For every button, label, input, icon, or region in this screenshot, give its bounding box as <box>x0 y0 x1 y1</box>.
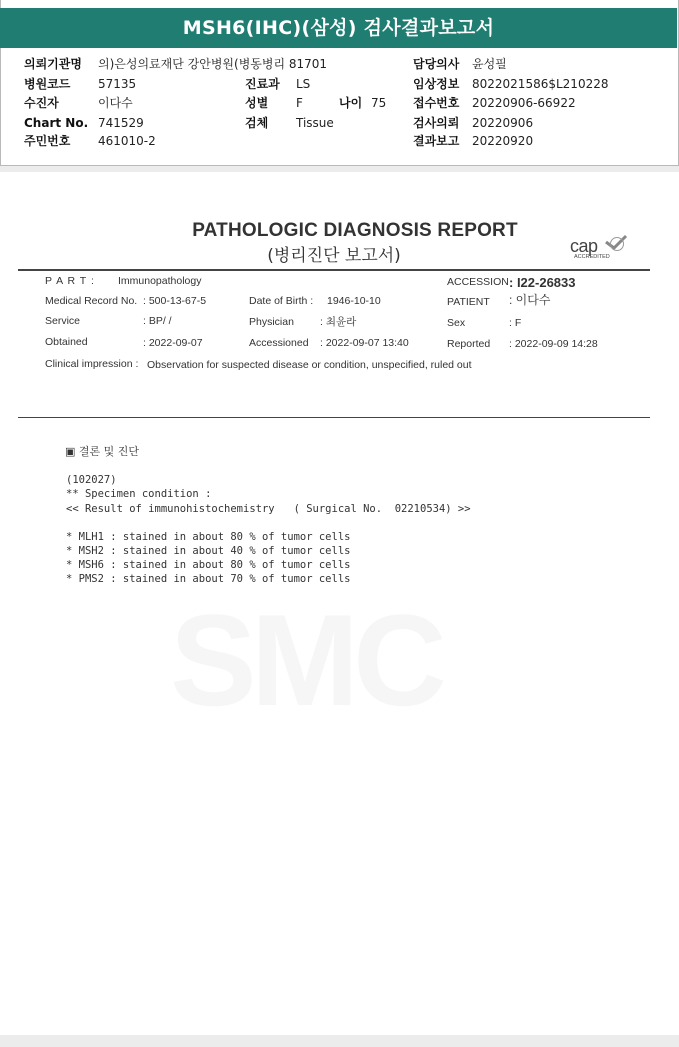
header-value-5-4: 20220920 <box>472 134 534 148</box>
cap-logo-subtext: ACCREDITED <box>574 254 610 260</box>
dob-value: 1946-10-10 <box>327 295 381 307</box>
patient-label: PATIENT <box>447 296 490 308</box>
body-line: << Result of immunohistochemistry ( Surgical No. 02210534) >> <box>66 503 471 515</box>
accessioned-value: : 2022-09-07 13:40 <box>320 337 409 349</box>
header-value-2-2: LS <box>296 77 311 91</box>
header-label-3-1: 수진자 <box>24 96 59 110</box>
obtained-value: : 2022-09-07 <box>143 337 203 349</box>
reported-value: : 2022-09-09 14:28 <box>509 338 598 350</box>
header-label-2-1: 병원코드 <box>24 77 71 91</box>
header-value-2-4: 8022021586$L210228 <box>472 77 609 91</box>
report-header-title: MSH6(IHC)(삼성) 검사결과보고서 <box>0 8 677 48</box>
header-label-5-4: 결과보고 <box>413 134 460 148</box>
ihc-result-line: * MLH1 : stained in about 80 % of tumor cells <box>66 531 351 543</box>
header-label-2-4: 임상정보 <box>413 77 460 91</box>
ihc-result-line: * MSH2 : stained in about 40 % of tumor cells <box>66 545 351 557</box>
part-value: Immunopathology <box>118 275 202 287</box>
header-value-1-1: 의)은성의료재단 강안병원(병동병리 81701 <box>98 57 328 71</box>
medical-record-label: Medical Record No. <box>45 295 138 307</box>
accession-value: : I22-26833 <box>509 275 576 290</box>
part-label: P A R T : <box>45 275 95 287</box>
header-label-5-1: 주민번호 <box>24 134 71 148</box>
header-label-4-1: Chart No. <box>24 116 89 130</box>
header-value-3-2: F <box>296 96 303 110</box>
report-top-rule <box>18 269 650 271</box>
physician-value: : 최윤라 <box>320 316 357 328</box>
clinical-impression-value: Observation for suspected disease or condition, unspecified, ruled out <box>147 359 472 371</box>
accession-label: ACCESSION <box>447 276 509 288</box>
report-subtitle: (병리진단 보고서) <box>267 246 401 266</box>
cap-logo-text: cap <box>570 236 598 256</box>
header-label-3-2: 성별 <box>245 96 269 110</box>
obtained-label: Obtained <box>45 336 88 348</box>
report-bottom-rule <box>18 417 650 418</box>
watermark-image: SMC <box>170 587 441 733</box>
header-label-4-4: 검사의뢰 <box>413 116 460 130</box>
header-label-1-1: 의뢰기관명 <box>24 57 82 71</box>
header-value-4-1: 741529 <box>98 116 144 130</box>
header-label-2-2: 진료과 <box>245 77 280 91</box>
header-label-3-3: 나이 <box>339 96 363 110</box>
accessioned-label: Accessioned <box>249 337 309 349</box>
bottom-band <box>0 1035 679 1047</box>
physician-label: Physician <box>249 316 294 328</box>
header-label-4-2: 검체 <box>245 116 269 130</box>
header-value-2-1: 57135 <box>98 77 137 91</box>
header-label-1-4: 담당의사 <box>413 57 460 71</box>
service-value: : BP/ / <box>143 315 172 327</box>
medical-record-value: : 500-13-67-5 <box>143 295 207 307</box>
header-value-4-4: 20220906 <box>472 116 534 130</box>
report-title: PATHOLOGIC DIAGNOSIS REPORT <box>192 220 518 241</box>
header-value-1-4: 윤성필 <box>472 57 507 71</box>
reported-label: Reported <box>447 338 491 350</box>
header-value-3-4: 20220906-66922 <box>472 96 576 110</box>
header-value-5-1: 461010-2 <box>98 134 156 148</box>
body-line: (102027) <box>66 474 117 486</box>
body-line: ** Specimen condition : <box>66 488 212 500</box>
section-title: ▣ 결론 및 진단 <box>65 445 140 458</box>
ihc-result-line: * MSH6 : stained in about 80 % of tumor cells <box>66 559 351 571</box>
service-label: Service <box>45 315 81 327</box>
dob-label: Date of Birth : <box>249 295 314 307</box>
clinical-impression-label: Clinical impression : <box>45 358 139 370</box>
header-value-4-2: Tissue <box>296 116 334 130</box>
sex-label: Sex <box>447 317 466 329</box>
sex-value: : F <box>509 317 522 329</box>
header-value-3-3: 75 <box>371 96 387 110</box>
header-label-3-4: 접수번호 <box>413 96 460 110</box>
divider-band <box>0 166 679 172</box>
ihc-result-line: * PMS2 : stained in about 70 % of tumor cells <box>66 573 351 585</box>
patient-value: : 이다수 <box>509 293 551 307</box>
header-value-3-1: 이다수 <box>98 96 133 110</box>
